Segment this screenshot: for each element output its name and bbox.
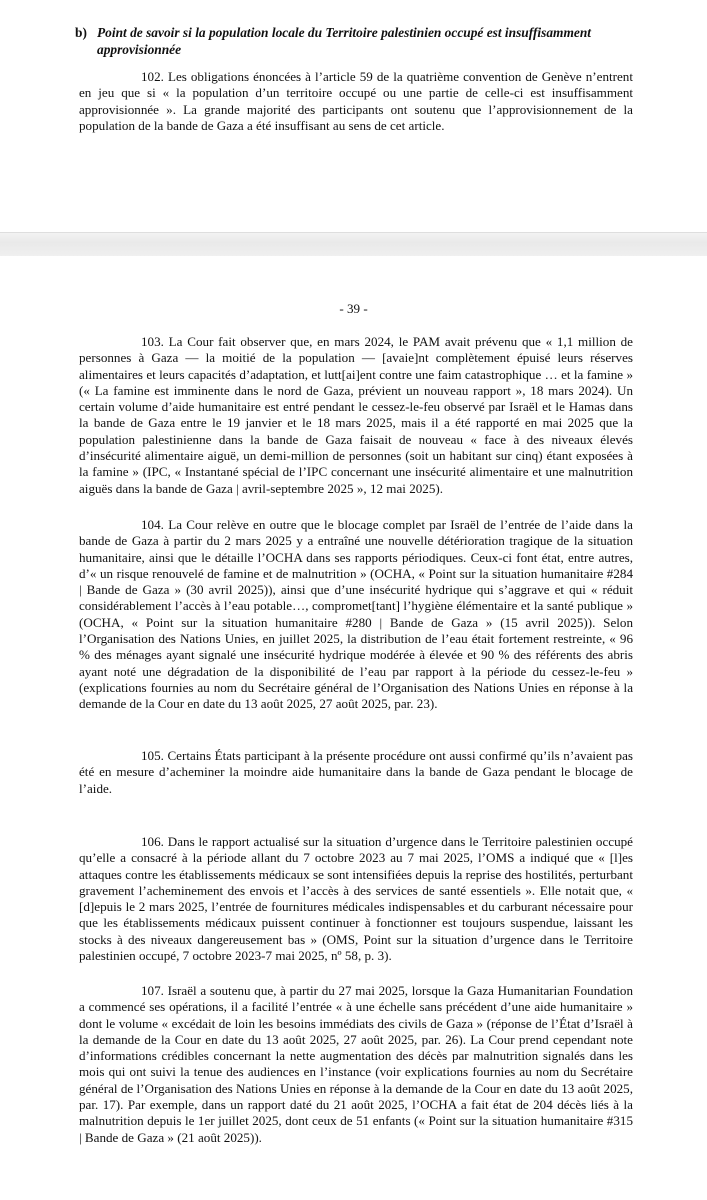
- paragraph-104: 104. La Cour relève en outre que le blocage complet par Israël de l’entrée de l’aide dans la bande de Gaza à partir du 2 mars 2025 y a entraîné une nouvelle détérioration tragique de la situation humanitaire, ainsi que le détaille l’OCHA dans ses rapports périodiques. Ceux-ci font état, entre autres, d’« un risque renouvelé de famine et de malnutrition » (OCHA, « Point sur la situation humanitaire #284 | Bande de Gaza » (30 avril 2025)), ainsi que d’une insécurité hydrique qui s’aggrave et qui « réduit considérablement l’accès à l’eau potable…, compromet[tant] l’hygiène élémentaire et la santé publique » (OCHA, « Point sur la situation humanitaire #280 | Bande de Gaza » (15 avril 2025)). Selon l’Organisation des Nations Unies, en juillet 2025, la distribution de l’eau était fortement restreinte, « 96 % des ménages ayant signalé une insécurité hydrique modérée à élevée et 90 % des référents des abris ayant noté une dégradation de la disponibilité de l’eau par rapport à la période du cessez-le-feu » (explications fournies au nom du Secrétaire général de l’Organisation des Nations Unies en réponse à la demande de la Cour en date du 13 août 2025, 27 août 2025, par. 23).: [79, 517, 633, 712]
- paragraph-106: 106. Dans le rapport actualisé sur la situation d’urgence dans le Territoire palestinien occupé qu’elle a consacré à la période allant du 7 octobre 2023 au 7 mai 2025, l’OMS a indiqué que « [l]es attaques contre les établissements médicaux se sont intensifiées depuis la reprise des hostilités, perturbant gravement l’acheminement des envois et l’accès à des services de santé essentiels ». Elle notait que, « [d]epuis le 2 mars 2025, l’entrée de fournitures médicales indispensables et du carburant nécessaire pour que les établissements médicaux puissent continuer à fonctionner est toujours suspendue, laissant les stocks à des niveaux dangereusement bas » (OMS, Point sur la situation d’urgence dans le Territoire palestinien occupé, 7 octobre 2023-7 mai 2025, nº 58, p. 3).: [79, 834, 633, 964]
- page-number: - 39 -: [339, 301, 368, 316]
- paragraph-107: 107. Israël a soutenu que, à partir du 27 mai 2025, lorsque la Gaza Humanitarian Foundation a commencé ses opérations, il a facilité l’entrée « à une échelle sans précédent d’une aide humanitaire » dont le volume « excédait de loin les besoins immédiats des civils de Gaza » (réponse de l’État d’Israël à la demande de la Cour en date du 13 août 2025, 27 août 2025, par. 26). La Cour prend cependant note d’informations crédibles concernant la nette augmentation des décès par malnutrition signalés dans les mois qui ont suivi la tenue des audiences en l’instance (voir explications fournies au nom du Secrétaire général de l’Organisation des Nations Unies en réponse à la demande de la Cour en date du 13 août 2025, par. 17). Par exemple, dans un rapport daté du 21 août 2025, l’OCHA a fait état de 204 décès liés à la malnutrition depuis le 1er juillet 2025, dont ceux de 51 enfants (« Point sur la situation humanitaire #315 | Bande de Gaza » (21 août 2025)).: [79, 983, 633, 1145]
- section-heading: [75, 24, 647, 58]
- paragraph-103: 103. La Cour fait observer que, en mars 2024, le PAM avait prévenu que « 1,1 million de personnes à Gaza — la moitié de la population — [avaie]nt complètement épuisé leurs réserves alimentaires et leurs capacités d’adaptation, et lutt[ai]ent contre une faim catastrophique … et la famine » (« La famine est imminente dans le nord de Gaza, prévient un nouveau rapport », 18 mars 2024). Un certain volume d’aide humanitaire est entré pendant le cessez-le-feu observé par Israël et le Hamas dans la bande de Gaza entre le 19 janvier et le 18 mars 2025, mais il a été rapporté en mai 2025 que la population palestinienne dans la bande de Gaza faisait de nouveau « face à des niveaux élevés d’insécurité alimentaire aiguë, un demi-million de personnes (soit un habitant sur cinq) étant exposées à la famine » (IPC, « Instantané spécial de l’IPC concernant une insécurité alimentaire et une malnutrition aiguës dans la bande de Gaza | avril-septembre 2025 », 12 mai 2025).: [79, 334, 633, 496]
- section-heading-title: Point de savoir si la population locale du Territoire palestinien occupé est insuffisamment approvisionnée: [97, 25, 591, 57]
- section-heading-label: b): [75, 25, 87, 40]
- page-top-sheet: [0, 0, 707, 232]
- paragraph-102: 102. Les obligations énoncées à l’article 59 de la quatrième convention de Genève n’entrent en jeu que si « la population d’un territoire occupé ou une partie de celle-ci est insuffisamment approvisionnée ». La grande majorité des participants ont soutenu que l’approvisionnement de la population de la bande de Gaza a été insuffisant au sens de cet article.: [79, 69, 633, 133]
- paragraph-105: 105. Certains États participant à la présente procédure ont aussi confirmé qu’ils n’avaient pas été en mesure d’acheminer la moindre aide humanitaire dans la bande de Gaza pendant le blocage de l’aide.: [79, 748, 633, 796]
- page-break-gap: [0, 232, 707, 258]
